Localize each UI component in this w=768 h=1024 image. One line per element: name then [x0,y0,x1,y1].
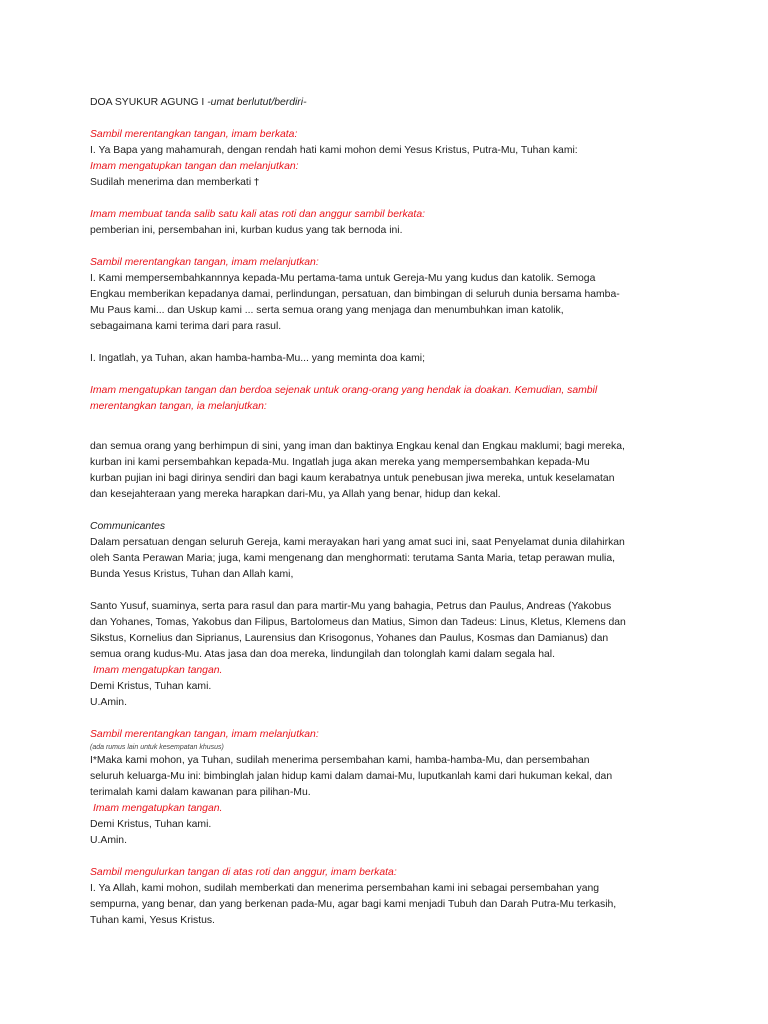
rubric: Imam mengatupkan tangan. [93,665,223,676]
prayer-line: sempurna, yang benar, dan yang berkenan pada-Mu, agar bagi kami menjadi Tubuh dan Darah Putra-Mu terkasih, [90,899,617,910]
title-note: -umat berlutut/berdiri- [204,97,307,108]
prayer-line: I*Maka kami mohon, ya Tuhan, sudilah menerima persembahan kami, hamba-hamba-Mu, dan persembahan [90,755,590,766]
prayer-line: I. Ya Allah, kami mohon, sudilah memberkati dan menerima persembahan kami ini sebagai persembahan yang [90,883,600,894]
rubric: Sambil merentangkan tangan, imam melanjutkan: [90,729,319,740]
prayer-line: I. Kami mempersembahkannnya kepada-Mu pertama-tama untuk Gereja-Mu yang kudus dan katolik. Semoga [90,273,596,284]
rubric: Sambil merentangkan tangan, imam melanjutkan: [90,257,319,268]
response-line: Demi Kristus, Tuhan kami. [90,681,212,692]
response-line: U.Amin. [90,697,127,708]
rubric: Imam mengatupkan tangan. [93,803,223,814]
section-heading: Communicantes [90,521,166,532]
prayer-text: pemberian ini, persembahan ini, kurban kudus yang tak bernoda ini. [90,225,403,236]
rubric: Imam mengatupkan tangan dan melanjutkan: [90,161,299,172]
prayer-line: seluruh keluarga-Mu ini: bimbinglah jalan hidup kami dalam damai-Mu, luputkanlah kami dari hukuman kekal, dan [90,771,613,782]
prayer-line: kurban pujian ini bagi dirinya sendiri dan bagi kaum kerabatnya untuk penebusan jiwa mereka, untuk keselamatan [90,473,615,484]
cross-symbol: † [254,177,260,188]
prayer-line: Bunda Yesus Kristus, Tuhan dan Allah kami, [90,569,294,580]
prayer-line: Dalam persatuan dengan seluruh Gereja, kami merayakan hari yang amat suci ini, saat Penyelamat dunia dilahirkan [90,537,625,548]
prayer-text: I. Ya Bapa yang mahamurah, dengan rendah hati kami mohon demi Yesus Kristus, Putra-Mu, Tuhan kami: [90,145,578,156]
prayer-line: kurban ini kami persembahkan kepada-Mu. Ingatlah juga akan mereka yang mempersembahkan kepada-Mu [90,457,590,468]
document-title [90,95,690,111]
rubric: Sambil merentangkan tangan, imam berkata: [90,129,298,140]
response-line: Demi Kristus, Tuhan kami. [90,819,212,830]
prayer-text-content: Sudilah menerima dan memberkati [90,177,252,188]
response-line: U.Amin. [90,835,127,846]
prayer-line: Santo Yusuf, suaminya, serta para rasul dan para martir-Mu yang bahagia, Petrus dan Paulus, Andreas (Yakobus [90,601,612,612]
prayer-line: sebagaimana kami terima dari para rasul. [90,321,282,332]
rubric-line: Imam mengatupkan tangan dan berdoa sejenak untuk orang-orang yang hendak ia doakan. Kemudian, sambil [90,385,598,396]
prayer-line: oleh Santa Perawan Maria; juga, kami mengenang dan menghormati: terutama Santa Maria, tetap perawan mulia, [90,553,616,564]
prayer-line: dan semua orang yang berhimpun di sini, yang iman dan baktinya Engkau kenal dan Engkau maklumi; bagi mereka, [90,441,625,452]
small-note: (ada rumus lain untuk kesempatan khusus) [90,744,224,751]
prayer-line: Sikstus, Kornelius dan Siprianus, Laurensius dan Krisogonus, Yohanes dan Paulus, Kosmas dan Damianus) dan [90,633,609,644]
prayer-line: dan kesejahteraan yang mereka harapkan dari-Mu, ya Allah yang benar, hidup dan kekal. [90,489,501,500]
prayer-line: Tuhan kami, Yesus Kristus. [90,915,215,926]
prayer-line: dan Yohanes, Tomas, Yakobus dan Filipus, Bartolomeus dan Matius, Simon dan Tadeus: Linus, Kletus, Klemens dan [90,617,626,628]
prayer-text [90,175,690,191]
rubric-line: merentangkan tangan, ia melanjutkan: [90,401,267,412]
prayer-line: semua orang kudus-Mu. Atas jasa dan doa mereka, lindungilah dan tolonglah kami dalam segala hal. [90,649,555,660]
prayer-line: Mu Paus kami... dan Uskup kami ... serta semua orang yang menjaga dan menumbuhkan iman katolik, [90,305,564,316]
document-page [90,95,690,929]
prayer-line: terimalah kami dalam kawanan para pilihan-Mu. [90,787,311,798]
title-text: DOA SYUKUR AGUNG I [90,97,205,108]
rubric: Imam membuat tanda salib satu kali atas roti dan anggur sambil berkata: [90,209,425,220]
rubric: Sambil mengulurkan tangan di atas roti dan anggur, imam berkata: [90,867,397,878]
prayer-line: Engkau memberikan kepadanya damai, perlindungan, persatuan, dan bimbingan di seluruh dunia bersama hamba- [90,289,620,300]
prayer-text: I. Ingatlah, ya Tuhan, akan hamba-hamba-Mu... yang meminta doa kami; [90,353,425,364]
